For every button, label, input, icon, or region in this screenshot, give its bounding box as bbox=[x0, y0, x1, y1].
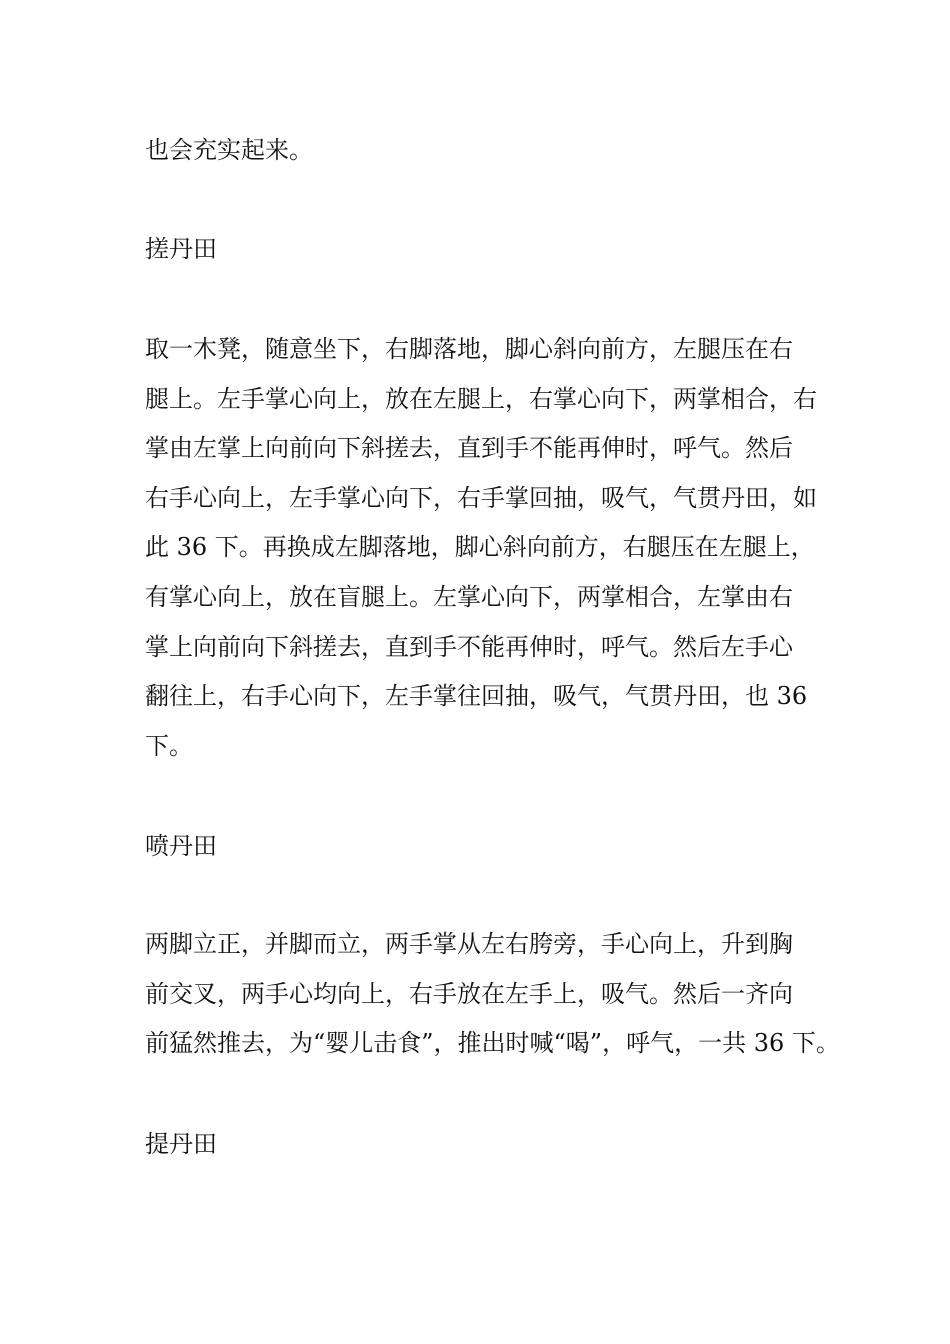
section-heading-pen-dantian bbox=[145, 822, 810, 872]
paragraph-line: 两脚立正，并脚而立，两手掌从左右胯旁，手心向上，升到胸 bbox=[145, 930, 793, 958]
paragraph-line: 此 36 下。再换成左脚落地，脚心斜向前方，右腿压在左腿上， bbox=[145, 533, 815, 562]
section-heading: 搓丹田 bbox=[145, 235, 217, 263]
section-heading-ti-dantian bbox=[145, 1120, 810, 1170]
paragraph-line: 掌由左掌上向前向下斜搓去，直到手不能再伸时，呼气。然后 bbox=[145, 434, 793, 463]
paragraph-line: 掌上向前向下斜搓去，直到手不能再伸时，呼气。然后左手心 bbox=[145, 632, 793, 661]
paragraph-line: 前交叉，两手心均向上，右手放在左手上，吸气。然后一齐向 bbox=[145, 979, 793, 1008]
paragraph-line: 右手心向上，左手掌心向下，右手掌回抽，吸气，气贯丹田，如 bbox=[145, 483, 817, 512]
paragraph-line: 翻往上，右手心向下，左手掌往回抽，吸气，气贯丹田，也 36 bbox=[145, 682, 808, 711]
section-heading: 喷丹田 bbox=[145, 832, 217, 860]
paragraph-line: 取一木凳，随意坐下，右脚落地，脚心斜向前方，左腿压在右 bbox=[145, 335, 793, 363]
continuation-paragraph bbox=[145, 126, 810, 176]
section-heading-cuo-dantian bbox=[145, 225, 810, 275]
section-heading: 提丹田 bbox=[145, 1130, 217, 1158]
paragraph-line: 前猛然推去，为“婴儿击食”，推出时喊“喝”，呼气，一共 36 下。 bbox=[145, 1029, 840, 1058]
paragraph-line: 有掌心向上，放在盲腿上。左掌心向下，两掌相合，左掌由右 bbox=[145, 582, 793, 611]
paragraph-line: 腿上。左手掌心向上，放在左腿上，右掌心向下，两掌相合，右 bbox=[145, 384, 817, 413]
section-body-pen-dantian bbox=[145, 920, 840, 1069]
paragraph-line: 也会充实起来。 bbox=[145, 136, 313, 164]
section-body-cuo-dantian bbox=[145, 325, 817, 771]
paragraph-line: 下。 bbox=[145, 731, 193, 760]
